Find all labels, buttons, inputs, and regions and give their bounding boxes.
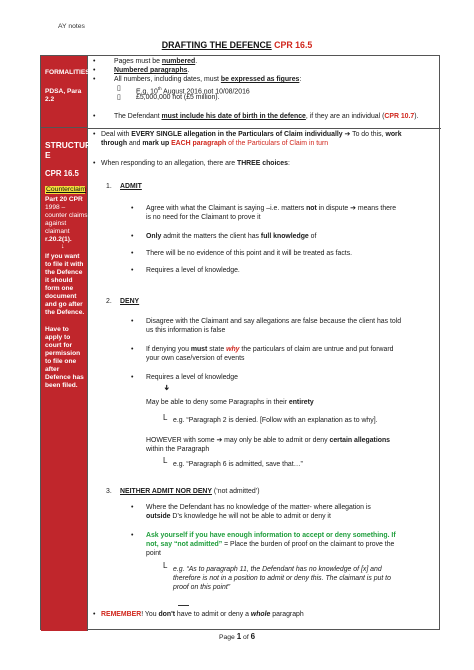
- bullet-icon: •: [131, 532, 134, 539]
- bullet-icon: •: [131, 205, 134, 212]
- side-line-4: against: [45, 220, 67, 227]
- side-bold-6: document: [45, 293, 77, 300]
- bullet-icon: •: [93, 67, 96, 74]
- side-bold2-7: Defence has: [45, 374, 84, 381]
- bullet-icon: •: [93, 76, 96, 83]
- down-arrow-icon: ↓: [61, 243, 65, 250]
- side-bold2-8: been filed.: [45, 382, 78, 389]
- admit-point-2: Only admit the matters the client has full knowledge of: [146, 233, 317, 240]
- footer-page-total: 6: [250, 632, 256, 641]
- title-ref: CPR 16.5: [274, 40, 313, 50]
- side-bold2-5: to file one: [45, 358, 77, 365]
- side-bold2-2: apply to: [45, 334, 71, 341]
- bullet-icon: •: [93, 58, 96, 65]
- deny-example-2: e.g. “Paragraph 6 is admitted, save that…”: [173, 461, 303, 468]
- neither-point-1b: outside D’s knowledge he will not be able to admit or deny it: [146, 513, 331, 520]
- arrow-down-icon: ➔: [162, 384, 170, 391]
- deny-point-2a: If denying you must state why the particulars of claim are untrue and put forward: [146, 346, 394, 353]
- neither-example-a: e.g. “As to paragraph 11, the Defendant has no knowledge of [x] and: [173, 566, 382, 573]
- side-bold-8: the Defence.: [45, 309, 85, 316]
- hook-arrow-icon: L: [163, 456, 168, 465]
- hook-arrow-icon: L: [163, 561, 168, 570]
- deny-point-5a: HOWEVER with some ➔ may only be able to admit or deny certain allegations: [146, 437, 390, 444]
- body-line-1: Deal with EVERY SINGLE allegation in the Particulars of Claim individually ➔ To do this, work: [101, 131, 402, 138]
- side-bold2-6: after: [45, 366, 60, 373]
- neither-heading: NEITHER ADMIT NOR DENY (‘not admitted’): [120, 488, 260, 495]
- bullet-icon: •: [93, 131, 96, 138]
- footer-page-number: 1: [236, 632, 242, 641]
- page-title: [0, 40, 474, 50]
- side-line-5: claimant: [45, 228, 70, 235]
- short-rule: [178, 605, 189, 606]
- deny-point-2b: your own case/version of events: [146, 355, 245, 362]
- side-bold-3: the Defence: [45, 269, 83, 276]
- square-bullet-icon: ▯: [117, 94, 121, 101]
- neither-point-2c: point: [146, 550, 161, 557]
- deny-number: 2.: [106, 298, 112, 305]
- footer-page-label: Page: [218, 634, 235, 641]
- admit-point-4: Requires a level of knowledge.: [146, 267, 240, 274]
- remember-line: REMEMBER! You don't have to admit or deny a whole paragraph: [101, 611, 304, 618]
- formalities-ref: PDSA, Para 2.2: [45, 88, 82, 104]
- bullet-icon: •: [131, 346, 134, 353]
- deny-point-4: May be able to deny some Paragraphs in their entirety: [146, 399, 314, 406]
- side-bold-2: to file it with: [45, 261, 84, 268]
- side-bold2-4: permission: [45, 350, 81, 357]
- admit-point-1a: Agree with what the Claimant is saying –i.e. matters not in dispute ➔ means there: [146, 205, 397, 212]
- neither-example-c: proof on this point”: [173, 584, 231, 591]
- body-line-2: through and mark up EACH paragraph of the Particulars of Claim in turn: [101, 140, 329, 147]
- title-main: DRAFTING THE DEFENCE: [161, 40, 272, 50]
- admit-point-3: There will be no evidence of this point and it will be treated as facts.: [146, 250, 353, 257]
- neither-point-2a: Ask yourself if you have enough information to accept or deny something. If: [146, 532, 396, 539]
- page-footer: [0, 632, 474, 641]
- side-ref: r.20.2(1).: [45, 236, 72, 243]
- side-line-1: Part 20 CPR: [45, 196, 83, 203]
- bullet-icon: •: [131, 374, 134, 381]
- structure-heading-1: STRUCTUR: [45, 140, 92, 150]
- formality-3: All numbers, including dates, must be expressed as figures:: [114, 76, 302, 83]
- side-line-2: 1998 –: [45, 204, 66, 211]
- bullet-icon: •: [131, 233, 134, 240]
- side-bold-7: and go after: [45, 301, 83, 308]
- formality-sub-1: E.g. 10th August 2016 not 10/08/2016: [136, 86, 250, 96]
- side-bold2-3: court for: [45, 342, 73, 349]
- bullet-icon: •: [131, 318, 134, 325]
- hook-arrow-icon: L: [163, 413, 168, 422]
- side-bold2-1: Have to: [45, 326, 69, 333]
- bullet-icon: •: [131, 267, 134, 274]
- bullet-icon: •: [93, 113, 96, 120]
- neither-point-2b: not, say “not admitted” = Place the burden of proof on the claimant to prove the: [146, 541, 395, 548]
- side-bold-1: If you want: [45, 253, 80, 260]
- side-bold-4: it should: [45, 277, 73, 284]
- bullet-icon: •: [93, 160, 96, 167]
- structure-heading-2: E: [45, 150, 51, 160]
- neither-point-1a: Where the Defendant has no knowledge of the matter- where allegation is: [146, 504, 371, 511]
- bullet-icon: •: [93, 611, 96, 618]
- deny-point-5b: within the Paragraph: [146, 446, 210, 453]
- deny-example-1: e.g. “Paragraph 2 is denied. [Follow with an explanation as to why].: [173, 417, 378, 424]
- neither-number: 3.: [106, 488, 112, 495]
- admit-heading: ADMIT: [120, 183, 142, 190]
- bullet-icon: •: [131, 250, 134, 257]
- side-bold-5: form one: [45, 285, 74, 292]
- footer-of-label: of: [243, 634, 249, 641]
- counterclaim-highlight: Counterclaim: [46, 186, 87, 193]
- header-note: AY notes: [58, 23, 85, 30]
- structure-cpr: CPR 16.5: [45, 169, 79, 178]
- content-table: [40, 55, 440, 630]
- bullet-icon: •: [131, 504, 134, 511]
- admit-number: 1.: [106, 183, 112, 190]
- formalities-heading: FORMALITIES: [45, 69, 90, 76]
- admit-point-1b: is no need for the Claimant to prove it: [146, 214, 261, 221]
- square-bullet-icon: ▯: [117, 85, 121, 92]
- formality-sub-2: £5,000,000 not (£5 million).: [136, 94, 220, 101]
- neither-example-b: therefore is not in a position to admit or deny this. The claimant is put to: [173, 575, 391, 582]
- deny-point-1a: Disagree with the Claimant and say allegations are false because the client has told: [146, 318, 402, 325]
- choices-line: When responding to an allegation, there are THREE choices:: [101, 160, 290, 167]
- deny-point-3: Requires a level of knowledge: [146, 374, 238, 381]
- formality-dob: The Defendant must include his date of birth in the defence, if they are an individual (CPR 10.7).: [114, 113, 419, 120]
- row-divider: [87, 128, 441, 129]
- side-line-3: counter claims: [45, 212, 88, 219]
- formality-1: Pages must be numbered.: [114, 58, 198, 65]
- deny-heading: DENY: [120, 298, 140, 305]
- formality-2: Numbered paragraphs.: [114, 67, 190, 74]
- deny-point-1b: us this information is false: [146, 327, 226, 334]
